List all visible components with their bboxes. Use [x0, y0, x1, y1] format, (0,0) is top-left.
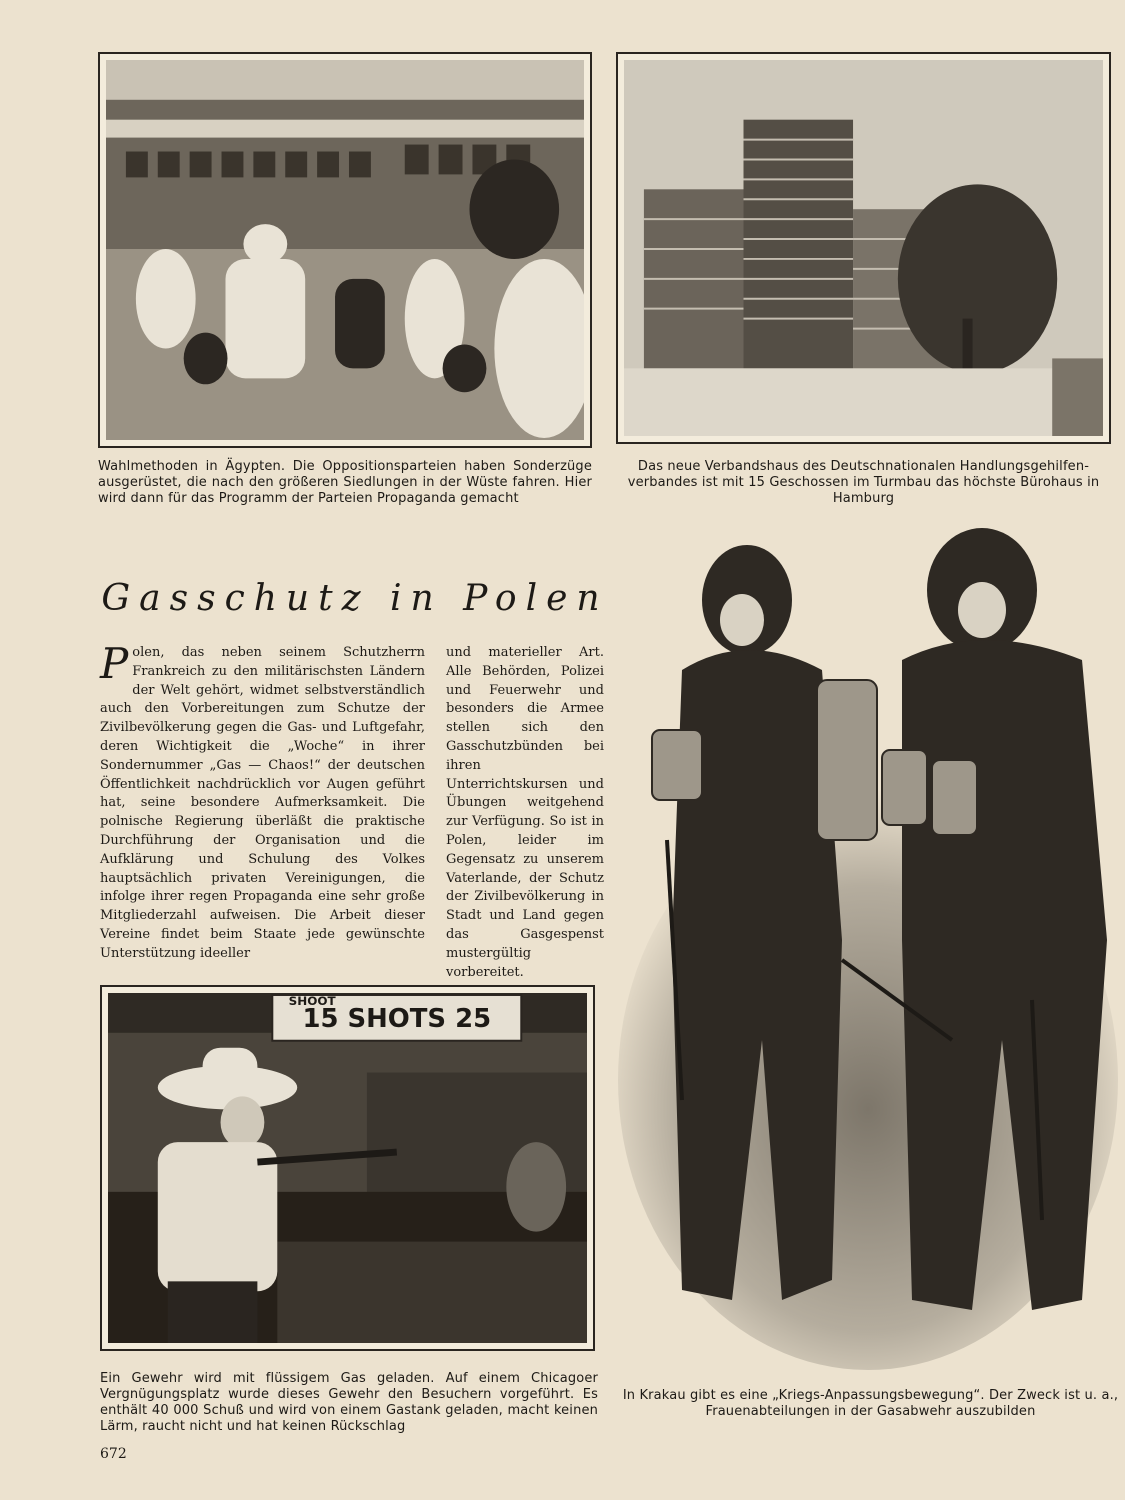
krakau-image [612, 520, 1125, 1370]
page-number: 672 [100, 1446, 127, 1462]
photo-hamburg-building [616, 52, 1111, 444]
photo-gas-gun [100, 985, 595, 1351]
gas-gun-caption: Ein Gewehr wird mit flüssigem Gas geladen. Auf einem Chicagoer Vergnügungsplatz wurde dieses Gewehr den Besuchern vorgeführt. Es enthält 40 000 Schuß und wird von einem Gastank geladen, macht keinen Lärm, raucht nicht und hat keinen Rückschlag [100, 1371, 598, 1434]
photo-egypt-train [98, 52, 592, 448]
article-col1-text: olen, das neben seinem Schutzherrn Frankreich zu den militärischsten Ländern der Welt gehört, widmet selbstverständlich auch den Vorbereitungen zum Schutze der Zivilbevölkerung gegen die Gas- und Luftgefahr, deren Wichtigkeit die „Woche“ in ihrer Sondernummer „Gas — Chaos!“ der deutschen Öffentlichkeit nachdrücklich vor Augen geführt hat, seine besondere Aufmerksamkeit. Die polnische Regierung überläßt die praktische Durchführung der Organisation und die Aufklärung und Schulung des Volkes hauptsächlich privaten Vereinigungen, die infolge ihrer regen Propaganda eine sehr große Mitgliederzahl aufweisen. Die Arbeit dieser Vereine findet beim Staate jede gewünschte Unterstützung ideeller [100, 645, 425, 961]
article-col2-text: und materieller Art. Alle Behörden, Polizei und Feuerwehr und besonders die Armee stellen sich den Gasschutzbünden bei ihren Unterrichtskursen und Übungen weitgehend zur Verfügung. So ist in Polen, leider im Gegensatz zu unserem Vaterlande, der Schutz der Zivilbevölkerung in Stadt und Land gegen das Gasgespenst mustergültig vorbereitet. [446, 645, 604, 980]
article-title: Gasschutz in Polen [101, 578, 609, 619]
hamburg-caption: Das neue Verbandshaus des Deutschnationalen Handlungsgehilfen-verbandes ist mit 15 Geschossen im Turmbau das höchste Bürohaus in Hamburg [627, 459, 1100, 506]
gas-gun-image [108, 993, 587, 1343]
hamburg-building-image [624, 60, 1103, 436]
article-column-1 [100, 639, 425, 964]
article-dropcap: P [100, 639, 129, 688]
egypt-caption: Wahlmethoden in Ägypten. Die Oppositionsparteien haben Sonderzüge ausgerüstet, die nach den größeren Siedlungen in der Wüste fahren. Hier wird dann für das Programm der Parteien Propaganda gemacht [98, 459, 592, 506]
sign-text: 15 SHOTS 25 [302, 1003, 492, 1034]
egypt-train-image [106, 60, 584, 440]
sign-top-text: SHOOT [288, 993, 336, 1008]
photo-krakau-gasdefense [612, 520, 1125, 1370]
article-column-2 [446, 644, 604, 982]
krakau-caption: In Krakau gibt es eine „Kriegs-Anpassungsbewegung“. Der Zweck ist u. a., Frauenabteilungen in der Gasabwehr auszubilden [622, 1388, 1119, 1419]
